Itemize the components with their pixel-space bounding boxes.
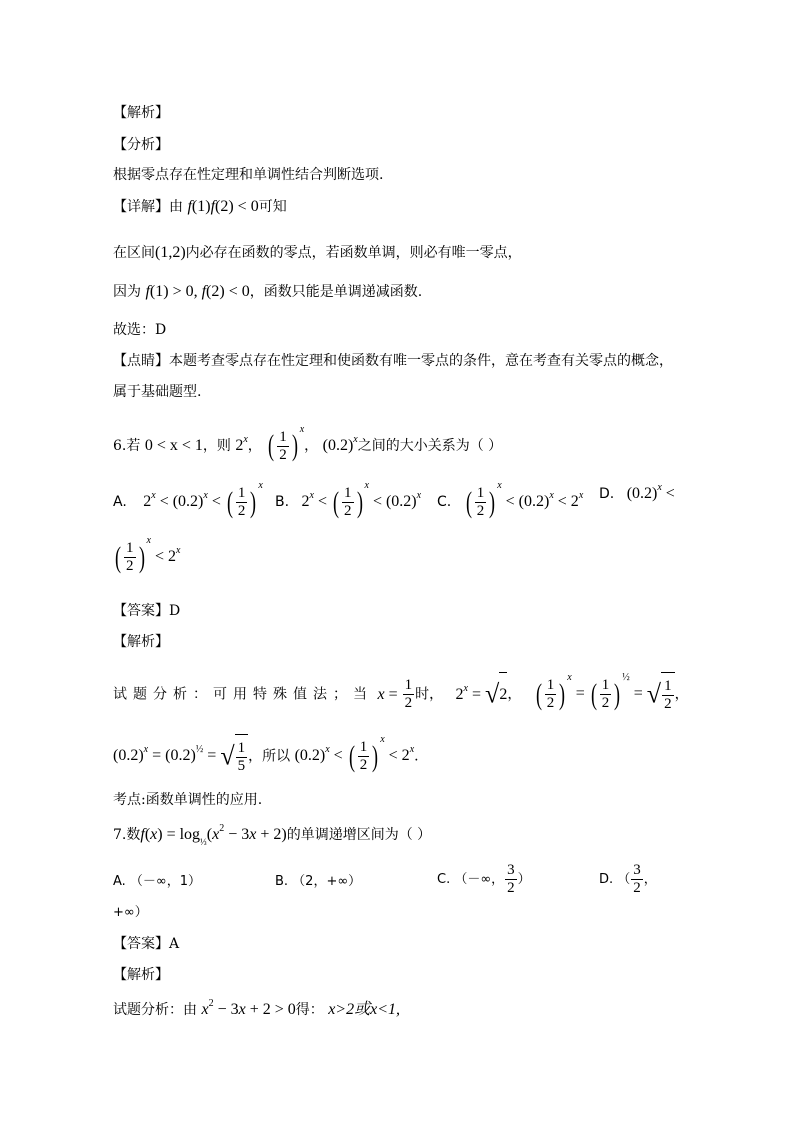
- q7-option-c-frac: $\frac{3}{2}$: [507, 862, 515, 896]
- q7-option-d-pre: D. （: [599, 872, 631, 887]
- q7-analysis: [113, 1000, 400, 1020]
- q6-analysis-when: 时，: [415, 686, 444, 703]
- q6-suoyi: ，所以: [248, 748, 291, 765]
- q7-jiexi: 【解析】: [113, 967, 169, 983]
- dianjing-line: [113, 351, 673, 371]
- q7-option-c-post: ）: [517, 872, 531, 887]
- q7-option-d-frac: $\frac{3}{2}$: [633, 862, 641, 896]
- q7-analysis-mid: 得：: [295, 1002, 324, 1018]
- q6-cond: 0 < x < 1: [144, 437, 203, 455]
- q6-2x: 2$^x$: [235, 434, 248, 455]
- q6-answer: 【答案】D: [113, 603, 181, 619]
- xiangjie-line: [113, 197, 287, 217]
- q6-comma-1: ，: [247, 438, 262, 455]
- formula-interval: (1,2): [155, 244, 186, 261]
- because-pre: 因为: [113, 284, 141, 300]
- q6-option-c[interactable]: [437, 480, 584, 520]
- q6-stem-post: 之间的大小关系为（ ）: [357, 438, 503, 455]
- q7-option-d-post: ，: [643, 872, 657, 887]
- formula-f1f2: f(1)f(2) < 0: [187, 198, 259, 215]
- q6-2x-sqrt2: $2^x = √2$: [456, 686, 508, 703]
- q7-option-d[interactable]: [599, 862, 657, 897]
- q6-comma-4: ，: [674, 686, 689, 703]
- q7-analysis-result: x>2或x<1,: [328, 1001, 401, 1018]
- q6-option-d[interactable]: [599, 482, 675, 503]
- q6-conclusion: $(0.2)^x$ < ( $\frac{1}{2}$ ) $^x < 2^x$: [294, 734, 415, 774]
- q6-option-c-formula: ( $\frac{1}{2}$ ) $^x < (0.2)^x < 2^x$: [465, 480, 584, 519]
- q7-stem: [113, 820, 431, 850]
- q6-option-a-formula: $2^x < (0.2)^x$ < ( $\frac{1}{2}$ ) $^x$: [143, 480, 263, 519]
- dianjing-text2: 属于基础题型.: [113, 384, 202, 400]
- because-line: [113, 282, 422, 302]
- dianjing-text: 本题考查零点存在性定理和使函数有唯一零点的条件，意在考查有关零点的概念，: [169, 353, 673, 369]
- q6-option-d-formula-part2: ( $\frac{1}{2}$ ) $^x < 2^x$: [115, 535, 181, 574]
- q6-option-d-formula-part1: $(0.2)^x$ <: [626, 482, 675, 502]
- q6-02-eq: $(0.2)^x = (0.2)^{\frac{1}{2}}$ = √ $\frac{1}{5}$: [113, 734, 248, 779]
- q6-stem: [113, 426, 502, 466]
- q7-inequality: $x^2 - 3x + 2 > 0$: [201, 998, 296, 1018]
- q6-option-d-cont: [113, 535, 181, 575]
- q7-option-a[interactable]: A. （－∞，1）: [113, 874, 202, 889]
- q7-function: $f(x) = \log_{\frac{1}{3}}(x^2 - 3x + 2)$: [140, 823, 287, 847]
- q7-analysis-pre: 试题分析：由: [113, 1002, 197, 1018]
- q7-option-b[interactable]: B. （2，+∞）: [275, 874, 362, 889]
- dianjing-label: 【点睛】: [113, 353, 169, 369]
- xiangjie-post: 可知: [258, 199, 287, 215]
- guxuan-text: 故选：D: [113, 322, 167, 338]
- q6-comma-3: ，: [507, 686, 522, 703]
- jiexi-heading: 【解析】: [113, 105, 169, 121]
- q6-kaodian: 考点:函数单调性的应用.: [113, 792, 263, 808]
- q7-option-d-cont: +∞）: [113, 905, 148, 920]
- interval-post: 内必存在函数的零点，若函数单调，则必有唯一零点，: [185, 245, 522, 261]
- q7-stem-pre: 7.数: [113, 827, 141, 843]
- interval-line: [113, 243, 522, 263]
- q6-half-x: ( $\frac{1}{2}$ ) $^x$: [268, 424, 305, 463]
- q6-option-b-formula: $2^x$ < ( $\frac{1}{2}$ ) $^x < (0.2)^x$: [301, 480, 422, 519]
- q6-half-eq: ( $\frac{1}{2}$ ) $^x$ = ( $\frac{1}{2}$ ) $^{\frac{1}{2}}$ = √ $\frac{1}{2}$: [534, 672, 675, 717]
- q6-option-b[interactable]: [275, 480, 422, 520]
- q6-dot: .: [414, 748, 419, 765]
- fenxi-heading: 【分析】: [113, 137, 169, 153]
- q6-option-c-label: C.: [437, 494, 452, 511]
- formula-signs: f(1) > 0, f(2) < 0: [145, 283, 250, 300]
- q6-option-a[interactable]: [113, 480, 263, 520]
- q6-02x: $(0.2)^x$: [322, 434, 358, 455]
- xiangjie-label: 【详解】: [113, 199, 169, 215]
- q7-answer: 【答案】A: [113, 936, 180, 952]
- q6-option-d-label: D.: [599, 486, 615, 502]
- interval-pre: 在区间: [113, 245, 155, 261]
- q6-option-b-label: B.: [275, 494, 290, 511]
- q7-option-c[interactable]: [437, 862, 531, 897]
- q6-stem-pre: 6.若: [113, 438, 141, 455]
- because-post: ，函数只能是单调递减函数.: [249, 284, 423, 300]
- q6-analysis-pre: 试题分析：可用特殊值法；当: [113, 686, 373, 703]
- q6-analysis-2: [113, 734, 419, 779]
- q6-analysis: [113, 672, 689, 717]
- q6-stem-mid: ，则: [202, 438, 231, 455]
- q6-comma-2: ，: [304, 438, 319, 455]
- q7-option-c-pre: C. （－∞，: [437, 872, 505, 887]
- xiangjie-pre: 由: [169, 199, 183, 215]
- q6-x-eq-half: x = $\frac{1}{2}$: [377, 677, 413, 712]
- q6-option-a-label: A.: [113, 494, 127, 511]
- q6-jiexi: 【解析】: [113, 634, 169, 650]
- fenxi-text: 根据零点存在性定理和单调性结合判断选项.: [113, 167, 384, 183]
- q7-stem-post: 的单调递增区间为（ ）: [286, 827, 432, 843]
